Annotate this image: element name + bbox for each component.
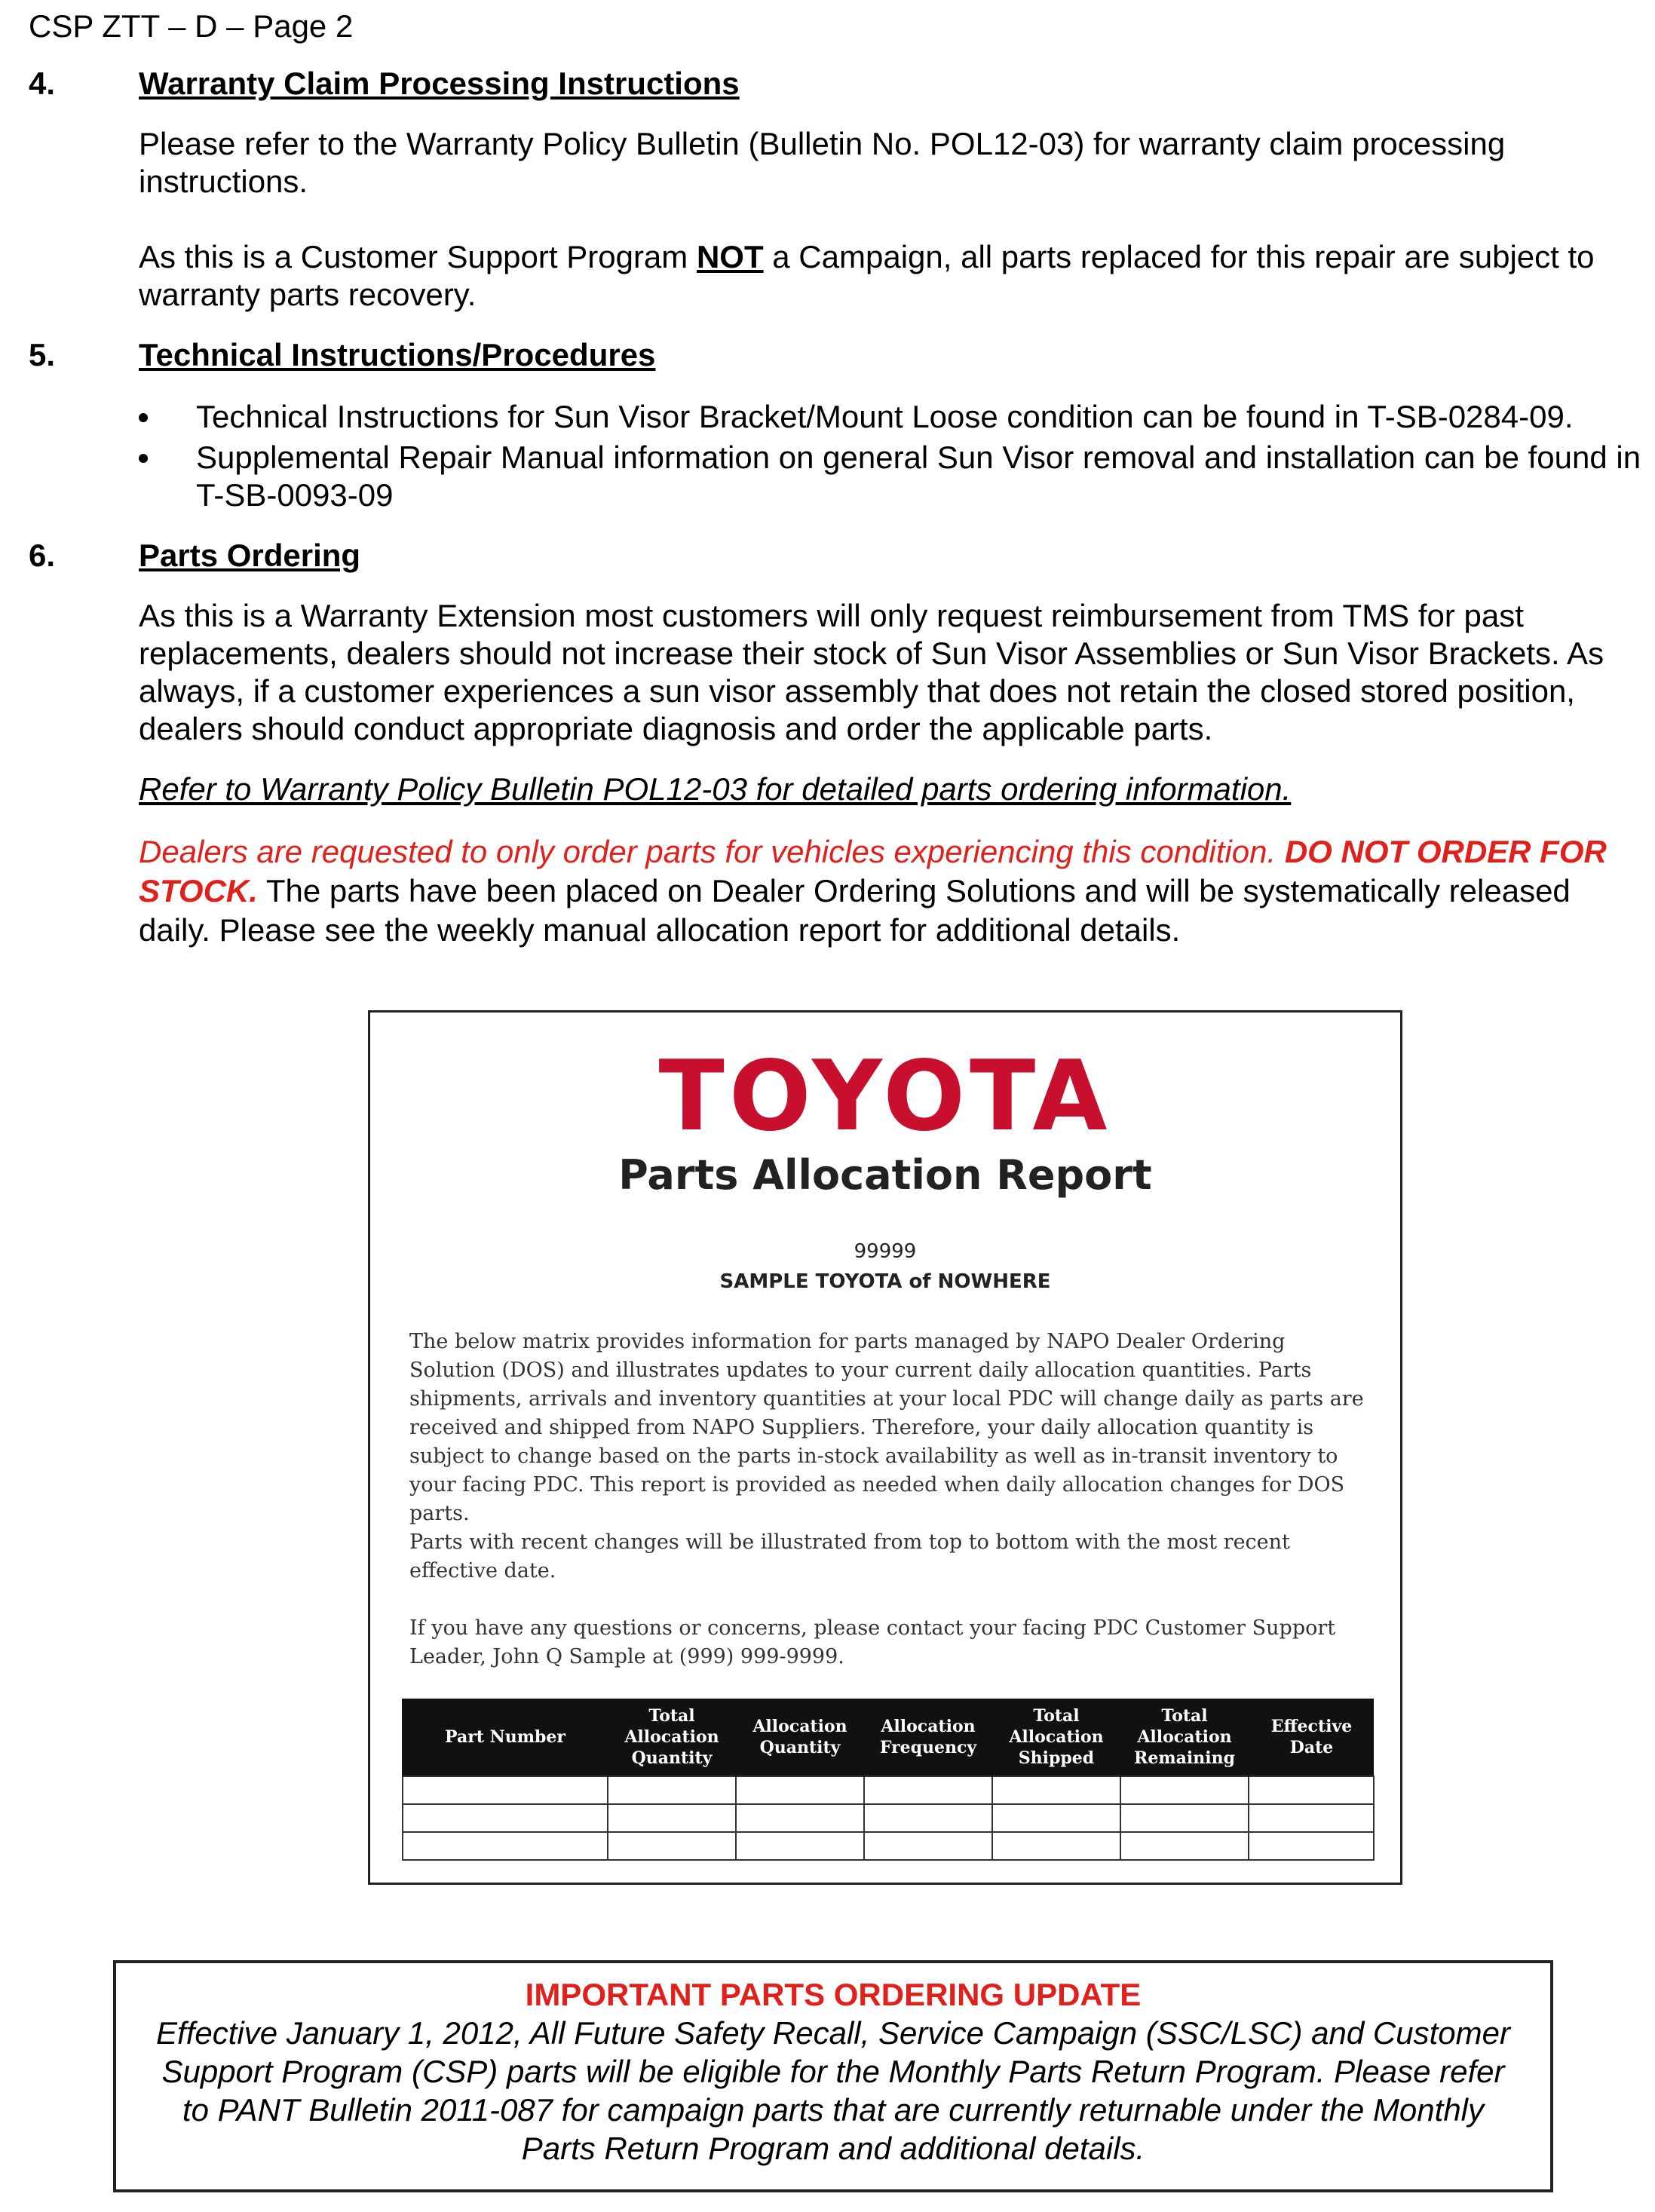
table-cell	[1120, 1776, 1249, 1804]
report-paragraph-1: The below matrix provides information for parts managed by NAPO Dealer Ordering Solution (DOS) and illustrates updates to your current daily allocation quantities. Parts shipments, arrivals and inventory quantities at your local PDC will change daily as parts are received and shipped from NAPO Suppliers. Therefore, your daily allocation quantity is subject to change based on the parts in-stock availability as well as in-transit inventory to your facing PDC. This report is provided as needed when daily allocation changes for DOS parts.	[409, 1330, 1364, 1525]
table-row	[403, 1832, 1374, 1860]
bullet-icon	[139, 413, 148, 422]
bullet-item	[139, 398, 1654, 436]
red-notice-text: Dealers are requested to only order parts for vehicles experiencing this condition.	[139, 834, 1285, 869]
column-header: Effective Date	[1249, 1699, 1374, 1776]
not-emphasis: NOT	[696, 239, 764, 274]
dealer-name: SAMPLE TOYOTA of NOWHERE	[719, 1270, 1051, 1293]
table-row	[403, 1776, 1374, 1804]
table-header-row	[403, 1699, 1374, 1776]
table-row	[403, 1804, 1374, 1832]
report-paragraph-2: Parts with recent changes will be illustrated from top to bottom with the most recent effective date.	[409, 1530, 1290, 1582]
column-header: Part Number	[403, 1699, 608, 1776]
toyota-logo: TOYOTA	[658, 1040, 1112, 1153]
table-cell	[608, 1804, 736, 1832]
table-cell	[1249, 1804, 1374, 1832]
column-header: Allocation Frequency	[864, 1699, 992, 1776]
table-cell	[1120, 1804, 1249, 1832]
table-cell	[992, 1776, 1120, 1804]
section-4-paragraph-2	[139, 238, 1639, 314]
table-cell	[1249, 1832, 1374, 1860]
parts-allocation-report-image	[368, 1010, 1402, 1885]
section-4-p2-start: As this is a Customer Support Program	[139, 239, 697, 274]
table-cell	[736, 1832, 864, 1860]
section-4-number: 4.	[29, 66, 56, 101]
bullet-icon	[139, 454, 148, 463]
bullet-text: Technical Instructions for Sun Visor Bracket/Mount Loose condition can be found in T-SB-0284-09.	[196, 399, 1574, 434]
column-header: Total Allocation Quantity	[608, 1699, 736, 1776]
table-cell	[864, 1804, 992, 1832]
column-header: Total Allocation Remaining	[1120, 1699, 1249, 1776]
section-6-p3-rest: The parts have been placed on Dealer Ordering Solutions and will be systematically released daily. Please see the weekly manual allocation report for additional details.	[139, 873, 1571, 948]
table-cell	[736, 1776, 864, 1804]
section-4-title: Warranty Claim Processing Instructions	[139, 66, 740, 101]
section-4-paragraph-1: Please refer to the Warranty Policy Bulletin (Bulletin No. POL12-03) for warranty claim processing instructions.	[139, 126, 1506, 199]
table-cell	[608, 1776, 736, 1804]
dealer-code: 99999	[854, 1240, 917, 1263]
section-6-paragraph-1: As this is a Warranty Extension most customers will only request reimbursement from TMS for past replacements, dealers should not increase their stock of Sun Visor Assemblies or Sun Visor Brackets. As always, if a customer experiences a sun visor assembly that does not retain the closed stored position, dealers should conduct appropriate diagnosis and order the applicable parts.	[139, 598, 1604, 746]
table-cell	[864, 1776, 992, 1804]
report-paragraph-3: If you have any questions or concerns, please contact your facing PDC Customer Support Leader, John Q Sample at (999) 999-9999.	[409, 1616, 1336, 1668]
bullet-item	[139, 439, 1654, 514]
table-cell	[403, 1776, 608, 1804]
bullet-text: Supplemental Repair Manual information on general Sun Visor removal and installation can be found in T-SB-0093-09	[196, 440, 1641, 513]
section-4-p2-end: a Campaign, all parts replaced for this repair are subject to warranty parts recovery.	[139, 239, 1595, 312]
table-cell	[1249, 1776, 1374, 1804]
section-6-title: Parts Ordering	[139, 538, 361, 573]
report-title: Parts Allocation Report	[618, 1151, 1152, 1199]
table-cell	[992, 1832, 1120, 1860]
section-5-number: 5.	[29, 337, 56, 372]
section-6-policy-reference: Refer to Warranty Policy Bulletin POL12-03 for detailed parts ordering information.	[139, 771, 1292, 807]
table-cell	[1120, 1832, 1249, 1860]
table-cell	[608, 1832, 736, 1860]
do-not-order-emphasis: DO NOT ORDER FOR STOCK.	[139, 834, 1607, 908]
table-cell	[864, 1832, 992, 1860]
table-cell	[736, 1804, 864, 1832]
section-6-paragraph-3	[139, 832, 1639, 950]
table-cell	[992, 1804, 1120, 1832]
column-header: Allocation Quantity	[736, 1699, 864, 1776]
table-cell	[403, 1804, 608, 1832]
notice-title: IMPORTANT PARTS ORDERING UPDATE	[525, 1977, 1142, 2012]
column-header: Total Allocation Shipped	[992, 1699, 1120, 1776]
notice-body: Effective January 1, 2012, All Future Safety Recall, Service Campaign (SSC/LSC) and Customer Support Program (CSP) parts will be eligible for the Monthly Parts Return Program. Please refer to PANT Bulletin 2011-087 for campaign parts that are currently returnable under the Monthly Parts Return Program and additional details.	[156, 2015, 1510, 2166]
allocation-table	[402, 1699, 1375, 1861]
important-notice-box	[113, 1960, 1553, 2192]
section-5-bullet-list	[139, 398, 1654, 517]
section-6-number: 6.	[29, 538, 56, 573]
page-header: CSP ZTT – D – Page 2	[29, 8, 354, 44]
table-cell	[403, 1832, 608, 1860]
section-5-title: Technical Instructions/Procedures	[139, 337, 656, 372]
